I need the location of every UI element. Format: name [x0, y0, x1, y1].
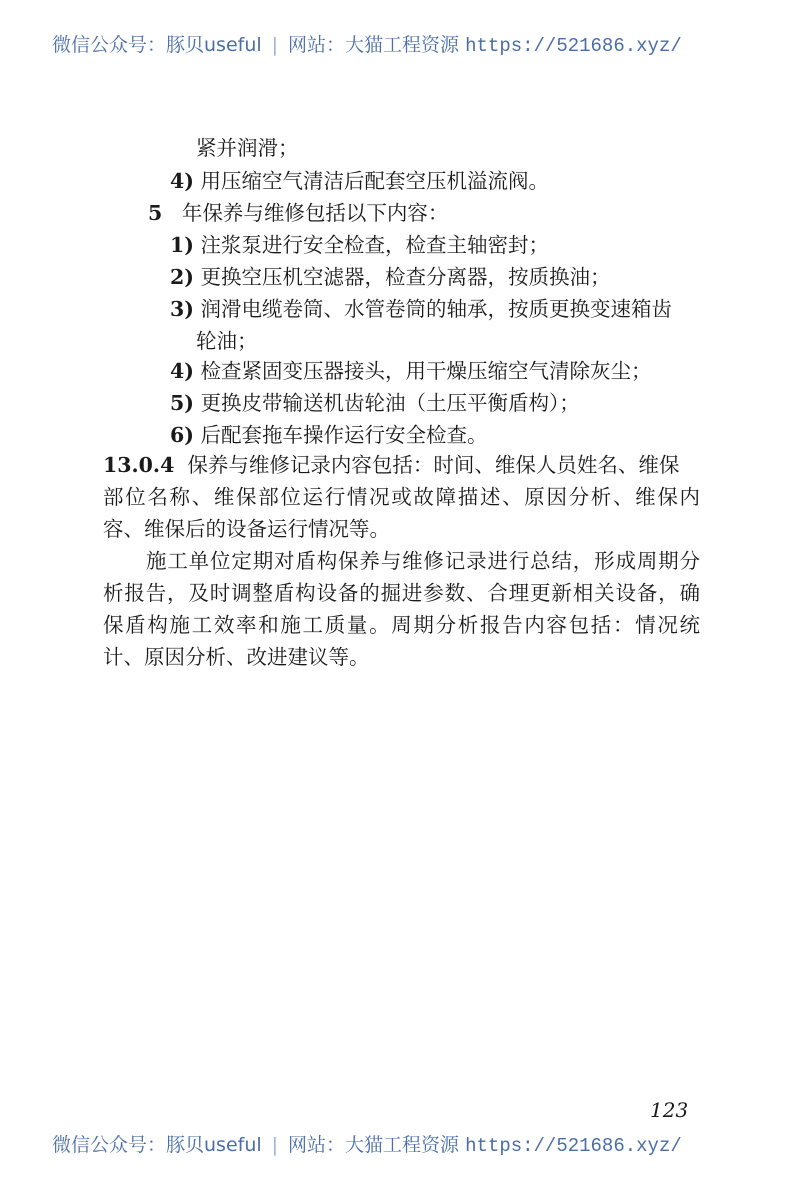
clause-heading: 5 年保养与维修包括以下内容： — [148, 201, 449, 225]
text-line: 析报告，及时调整盾构设备的掘进参数、合理更新相关设备，确 — [103, 581, 700, 605]
watermark-separator: | — [271, 1134, 279, 1156]
list-item: 3) 润滑电缆卷筒、水管卷筒的轴承，按质更换变速箱齿 — [170, 297, 672, 321]
watermark-url[interactable]: https://521686.xyz/ — [465, 1135, 682, 1157]
text-line: 容、维保后的设备运行情况等。 — [103, 517, 390, 541]
list-item: 4) 用压缩空气清洁后配套空压机溢流阀。 — [170, 169, 549, 193]
list-item: 6) 后配套拖车操作运行安全检查。 — [170, 423, 488, 447]
list-item: 4) 检查紧固变压器接头，用干燥压缩空气清除灰尘； — [170, 359, 652, 383]
text-line: 计、原因分析、改进建议等。 — [103, 645, 370, 669]
text-line: 部位名称、维保部位运行情况或故障描述、原因分析、维保内 — [103, 485, 700, 509]
watermark-top — [52, 30, 752, 57]
watermark-site: 网站：大猫工程资源 — [288, 1134, 460, 1156]
watermark-url[interactable]: https://521686.xyz/ — [465, 35, 682, 57]
watermark-site: 网站：大猫工程资源 — [288, 34, 460, 56]
list-item: 2) 更换空压机空滤器，检查分离器，按质换油； — [170, 265, 611, 289]
text-line: 紧并润滑； — [196, 136, 299, 160]
watermark-separator: | — [271, 34, 279, 56]
text-line: 轮油； — [196, 329, 258, 353]
list-item: 1) 注浆泵进行安全检查，检查主轴密封； — [170, 233, 549, 257]
watermark-bottom — [52, 1130, 752, 1157]
text-line: 施工单位定期对盾构保养与维修记录进行总结，形成周期分 — [146, 549, 700, 573]
watermark-wechat: 微信公众号：豚贝useful — [52, 34, 262, 56]
watermark-wechat: 微信公众号：豚贝useful — [52, 1134, 262, 1156]
text-line: 保盾构施工效率和施工质量。周期分析报告内容包括：情况统 — [103, 613, 700, 637]
clause-13-0-4: 13.0.4 保养与维修记录内容包括：时间、维保人员姓名、维保 — [103, 453, 680, 477]
list-item: 5) 更换皮带输送机齿轮油（土压平衡盾构）； — [170, 391, 580, 415]
page-number: 123 — [650, 1098, 689, 1122]
